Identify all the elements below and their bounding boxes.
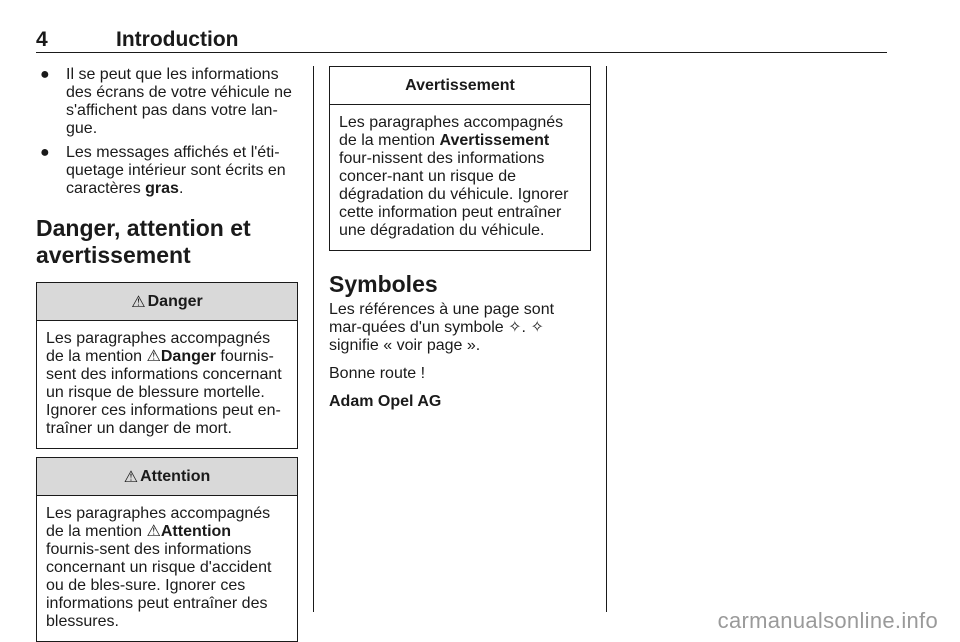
bullet-text-end: . — [178, 180, 184, 197]
attention-box-header — [37, 458, 297, 496]
greeting: Bonne route ! — [329, 365, 426, 382]
paragraph-text: . — [521, 319, 531, 336]
bold-term: Avertissement — [439, 132, 550, 149]
section-heading-symbols: Symboles — [329, 271, 438, 297]
danger-box — [36, 282, 298, 449]
attention-box-title: Attention — [140, 467, 211, 485]
warning-box-body — [330, 105, 590, 250]
danger-box-body — [37, 321, 297, 448]
box-text: fournis-sent des informations concernant un risque de blessure mortelle. Ignorer ces informations peut en-traîner un danger de mort. — [46, 348, 282, 437]
warning-triangle-icon: ⚠ — [146, 523, 161, 540]
page-reference-icon: ✧ — [508, 319, 522, 336]
bullet-dot-icon: ● — [40, 66, 50, 83]
left-column — [36, 66, 298, 642]
bullet-item — [36, 66, 298, 138]
bullet-item — [36, 144, 298, 198]
symbols-paragraph — [329, 301, 591, 355]
bullet-dot-icon: ● — [40, 144, 50, 161]
watermark: carmanualsonline.info — [717, 608, 938, 633]
box-text: Les paragraphes accompagnés de la mention — [339, 114, 564, 149]
bullet-list — [36, 66, 298, 198]
attention-box — [36, 457, 298, 642]
bullet-text: Les messages affichés et l'éti-quetage intérieur sont écrits en caractères — [66, 144, 286, 197]
danger-box-header — [37, 283, 297, 321]
box-text: Les paragraphes accompagnés de la mention — [46, 505, 271, 540]
warning-triangle-icon: ⚠ — [131, 293, 146, 311]
box-text: four-nissent des informations concer-nant un risque de dégradation du véhicule. Ignorer cette information peut entraîner une dégradation du véhicule. — [339, 150, 569, 239]
box-text: fournis-sent des informations concernant un risque d'accident ou de bles-sure. Ignorer ces informations peut entraîner des blessures. — [46, 541, 272, 630]
warning-box — [329, 66, 591, 251]
paragraph-text: Les références à une page sont mar-quées d'un symbole — [329, 301, 555, 336]
bold-term: Attention — [160, 523, 232, 540]
page-reference-icon: ✧ — [530, 319, 544, 336]
page-header — [36, 28, 886, 52]
bold-term: Danger — [160, 348, 216, 365]
middle-column — [329, 66, 591, 411]
signature: Adam Opel AG — [329, 393, 442, 410]
page-number: 4 — [36, 28, 48, 51]
paragraph-text: signifie « voir page ». — [329, 337, 481, 354]
header-rule — [36, 52, 887, 53]
warning-triangle-icon: ⚠ — [123, 468, 139, 486]
running-title: Introduction — [116, 28, 239, 51]
column-divider — [313, 66, 314, 612]
warning-box-header — [330, 67, 590, 105]
attention-box-body — [37, 496, 297, 641]
bold-term: gras — [145, 180, 179, 197]
bullet-text: Il se peut que les informations des écrans de votre véhicule ne s'affichent pas dans votre lan-gue. — [66, 66, 292, 137]
danger-box-title: Danger — [147, 292, 203, 310]
section-heading-danger: Danger, attention et avertissement — [36, 215, 251, 268]
column-divider — [606, 66, 607, 612]
warning-triangle-icon: ⚠ — [146, 348, 161, 365]
box-text: Les paragraphes accompagnés de la mention — [46, 330, 271, 365]
warning-box-title: Avertissement — [405, 76, 515, 94]
